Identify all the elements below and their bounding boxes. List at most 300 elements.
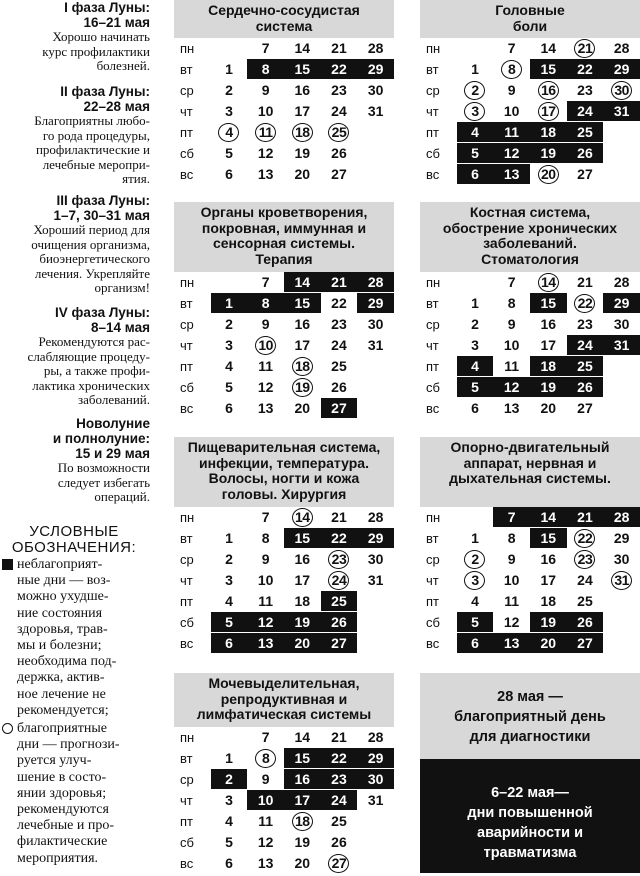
weekday-label: пн (180, 274, 195, 290)
calendar-day (284, 507, 321, 527)
phase-4 (0, 305, 150, 408)
calendar-day (247, 612, 284, 632)
day-number: 20 (294, 635, 311, 651)
calendar-day (357, 853, 394, 873)
calendar-day (603, 101, 640, 121)
weekday-label: сб (180, 614, 194, 630)
calendar-day (321, 727, 358, 747)
calendar-day (567, 293, 604, 313)
calendar-day (247, 853, 284, 873)
weekday-label: вт (180, 750, 193, 766)
phase-1-head: I фаза Луны: 16–21 мая (64, 0, 150, 30)
calendar-day (530, 398, 567, 418)
calendar-row (420, 633, 640, 654)
weekday-label: чт (426, 572, 439, 588)
weekday-label: чт (180, 103, 193, 119)
calendar-row (174, 293, 394, 314)
day-number: 2 (225, 551, 233, 567)
calendar-day (493, 143, 530, 163)
calendar-row (420, 377, 640, 398)
calendar-grid (174, 727, 394, 874)
day-number: 12 (257, 614, 274, 630)
day-number: 2 (225, 82, 233, 98)
phase-3 (0, 193, 150, 296)
calendar-day (603, 549, 640, 569)
calendar-row (174, 38, 394, 59)
day-number: 13 (257, 855, 274, 871)
calendar-day (284, 101, 321, 121)
day-number: 31 (367, 792, 384, 808)
calendar-day (284, 748, 321, 768)
calendar-day (284, 293, 321, 313)
calendar-day (321, 853, 358, 873)
calendar-row (174, 528, 394, 549)
calendar-day (457, 80, 494, 100)
weekday-label: чт (180, 572, 193, 588)
day-number: 18 (540, 593, 557, 609)
day-number: 6 (471, 166, 479, 182)
calendar-row (420, 507, 640, 528)
weekday-label: пт (180, 124, 193, 140)
day-number: 20 (294, 855, 311, 871)
calendar-row (174, 272, 394, 293)
calendar-day (321, 38, 358, 58)
calendar-day (211, 122, 248, 142)
day-number: 17 (294, 792, 311, 808)
calendar-row (420, 612, 640, 633)
day-number: 2 (225, 316, 233, 332)
calendar-day (493, 80, 530, 100)
calendar-day (321, 811, 358, 831)
calendar-day (321, 748, 358, 768)
day-number: 19 (294, 145, 311, 161)
legend-unfavorable (0, 557, 150, 719)
calendar-day (530, 633, 567, 653)
day-number: 9 (507, 316, 516, 332)
panel-title: Мочевыделительная, репродуктивная и лимфатическая системы (174, 673, 394, 727)
calendar-day (357, 335, 394, 355)
calendar-day (603, 377, 640, 397)
calendar-row (174, 335, 394, 356)
day-number: 8 (261, 295, 270, 311)
day-number: 19 (294, 614, 311, 630)
day-number: 21 (574, 39, 595, 58)
day-number: 6 (225, 166, 233, 182)
day-number: 15 (540, 530, 557, 546)
calendar-row (420, 335, 640, 356)
calendar-day (211, 101, 248, 121)
calendar-day (603, 122, 640, 142)
calendar-row (174, 769, 394, 790)
calendar-day (567, 80, 604, 100)
calendar-day (567, 398, 604, 418)
info-box (420, 673, 640, 873)
day-number: 7 (507, 509, 516, 525)
day-number: 22 (331, 750, 347, 766)
weekday-label: вс (426, 166, 440, 182)
day-number: 28 (613, 274, 630, 290)
calendar-day (530, 122, 567, 142)
calendar-day (247, 293, 284, 313)
day-number: 12 (503, 379, 520, 395)
calendar-day (567, 356, 604, 376)
calendar-day (493, 272, 530, 292)
calendar-day (284, 612, 321, 632)
calendar-row (174, 356, 394, 377)
day-number: 11 (504, 124, 520, 140)
day-number: 6 (471, 400, 479, 416)
calendar-day (530, 612, 567, 632)
calendar-day (603, 612, 640, 632)
calendar-row (420, 398, 640, 419)
calendar-row (174, 398, 394, 419)
calendar-row (174, 80, 394, 101)
calendar-day (357, 143, 394, 163)
day-number: 3 (225, 103, 233, 119)
day-number: 30 (613, 316, 630, 332)
day-number: 29 (367, 61, 384, 77)
calendar-day (567, 633, 604, 653)
day-number: 21 (577, 509, 593, 525)
day-number: 17 (538, 102, 559, 121)
calendar-day (284, 335, 321, 355)
day-number: 30 (367, 316, 384, 332)
day-number: 26 (331, 834, 347, 850)
day-number: 18 (292, 357, 313, 376)
calendar-day (567, 101, 604, 121)
calendar-day (284, 727, 321, 747)
day-number: 25 (331, 813, 347, 829)
calendar-day (247, 38, 284, 58)
day-number: 16 (540, 316, 557, 332)
weekday-label: вт (180, 61, 193, 77)
calendar-day (457, 59, 494, 79)
day-number: 6 (471, 635, 479, 651)
calendar-day (567, 528, 604, 548)
day-number: 24 (331, 337, 347, 353)
calendar-day (211, 272, 248, 292)
day-number: 22 (331, 295, 347, 311)
calendar-day (567, 122, 604, 142)
calendar-day (284, 398, 321, 418)
day-number: 24 (577, 572, 593, 588)
calendar-day (247, 811, 284, 831)
weekday-label: сб (180, 379, 194, 395)
calendar-grid (174, 272, 394, 419)
panel-title: Головные боли (420, 0, 640, 38)
day-number: 11 (504, 593, 520, 609)
calendar-day (284, 356, 321, 376)
calendar-day (247, 528, 284, 548)
day-number: 26 (577, 614, 593, 630)
calendar-day (530, 101, 567, 121)
calendar-day (321, 101, 358, 121)
day-number: 3 (225, 792, 233, 808)
weekday-label: пн (180, 729, 195, 745)
calendar-day (284, 122, 321, 142)
day-number: 31 (611, 571, 632, 590)
day-number: 4 (225, 358, 233, 374)
calendar-day (457, 633, 494, 653)
day-number: 23 (328, 550, 349, 569)
day-number: 8 (507, 295, 516, 311)
calendar-day (247, 832, 284, 852)
panel-cardio (174, 0, 394, 185)
calendar-day (211, 549, 248, 569)
day-number: 23 (331, 316, 347, 332)
calendar-day (457, 314, 494, 334)
calendar-row (174, 122, 394, 143)
day-number: 18 (540, 124, 557, 140)
day-number: 14 (540, 40, 557, 56)
calendar-day (211, 769, 248, 789)
calendar-day (211, 570, 248, 590)
weekday-label: пт (180, 593, 193, 609)
day-number: 5 (225, 834, 233, 850)
calendar-day (530, 528, 567, 548)
day-number: 7 (261, 729, 270, 745)
day-number: 4 (218, 123, 239, 142)
calendar-row (174, 612, 394, 633)
calendar-day (357, 59, 394, 79)
day-number: 22 (331, 530, 347, 546)
weekday-label: ср (426, 316, 440, 332)
day-number: 23 (331, 82, 347, 98)
calendar-day (530, 59, 567, 79)
day-number: 27 (331, 635, 347, 651)
day-number: 7 (261, 509, 270, 525)
calendar-day (247, 272, 284, 292)
day-number: 20 (540, 635, 557, 651)
calendar-day (357, 612, 394, 632)
day-number: 3 (225, 337, 233, 353)
calendar-day (457, 143, 494, 163)
calendar-day (211, 314, 248, 334)
calendar-day (567, 335, 604, 355)
weekday-label: сб (180, 834, 194, 850)
calendar-day (530, 80, 567, 100)
calendar-day (457, 528, 494, 548)
day-number: 21 (331, 509, 347, 525)
day-number: 24 (331, 792, 347, 808)
day-number: 9 (261, 551, 270, 567)
panel-bones (420, 202, 640, 419)
day-number: 25 (331, 593, 347, 609)
day-number: 10 (257, 103, 274, 119)
day-number: 20 (294, 166, 311, 182)
calendar-day (321, 507, 358, 527)
day-number: 1 (471, 61, 479, 77)
calendar-day (530, 38, 567, 58)
phase-1-text: Хорошо начинать курс профилактики болезней. (42, 29, 150, 73)
day-number: 24 (577, 337, 593, 353)
calendar-day (211, 335, 248, 355)
day-number: 1 (225, 750, 233, 766)
calendar-day (457, 335, 494, 355)
calendar-day (457, 38, 494, 58)
day-number: 27 (577, 166, 593, 182)
calendar-day (603, 356, 640, 376)
calendar-grid (420, 272, 640, 419)
calendar-day (284, 38, 321, 58)
phase-2-text: Благоприятны любо- го рода процедуры, профилактические и лечебные меропри- ятия. (34, 113, 150, 186)
day-number: 23 (577, 82, 593, 98)
day-number: 10 (503, 337, 520, 353)
calendar-row (420, 549, 640, 570)
day-number: 1 (225, 61, 233, 77)
day-number: 1 (471, 295, 479, 311)
calendar-day (493, 612, 530, 632)
day-number: 23 (331, 771, 347, 787)
calendar-day (357, 164, 394, 184)
day-number: 3 (464, 102, 485, 121)
phase-3-head: III фаза Луны: 1–7, 30–31 мая (53, 193, 150, 223)
calendar-day (493, 314, 530, 334)
calendar-day (457, 101, 494, 121)
calendar-row (174, 748, 394, 769)
day-number: 21 (331, 40, 347, 56)
day-number: 19 (294, 834, 311, 850)
weekday-label: вс (180, 400, 194, 416)
calendar-day (357, 398, 394, 418)
weekday-label: вт (426, 295, 439, 311)
calendar-day (493, 528, 530, 548)
day-number: 15 (540, 295, 557, 311)
calendar-day (321, 377, 358, 397)
calendar-day (284, 59, 321, 79)
day-number: 7 (261, 274, 270, 290)
calendar-row (174, 377, 394, 398)
calendar-day (530, 377, 567, 397)
calendar-day (603, 507, 640, 527)
day-number: 22 (331, 61, 347, 77)
calendar-day (357, 80, 394, 100)
calendar-day (247, 59, 284, 79)
day-number: 11 (258, 813, 274, 829)
calendar-day (493, 398, 530, 418)
calendar-day (284, 272, 321, 292)
calendar-day (321, 832, 358, 852)
panel-musculo (420, 437, 640, 654)
calendar-day (530, 356, 567, 376)
day-number: 10 (257, 572, 274, 588)
day-number: 30 (367, 551, 384, 567)
calendar-day (567, 143, 604, 163)
day-number: 28 (613, 40, 630, 56)
calendar-row (420, 272, 640, 293)
day-number: 12 (503, 614, 520, 630)
calendar-day (321, 633, 358, 653)
day-number: 17 (294, 337, 311, 353)
calendar-day (357, 790, 394, 810)
day-number: 24 (577, 103, 593, 119)
calendar-day (603, 314, 640, 334)
day-number: 20 (538, 165, 559, 184)
calendar-day (567, 59, 604, 79)
calendar-day (284, 143, 321, 163)
calendar-day (493, 570, 530, 590)
day-number: 31 (613, 103, 630, 119)
calendar-day (211, 293, 248, 313)
calendar-day (357, 101, 394, 121)
calendar-day (321, 314, 358, 334)
day-number: 31 (613, 337, 630, 353)
calendar-day (321, 549, 358, 569)
weekday-label: сб (426, 145, 440, 161)
day-number: 6 (225, 635, 233, 651)
day-number: 13 (503, 166, 520, 182)
day-number: 2 (471, 316, 479, 332)
calendar-day (247, 314, 284, 334)
calendar-day (357, 272, 394, 292)
day-number: 13 (503, 400, 520, 416)
day-number: 28 (367, 274, 384, 290)
day-number: 2 (464, 81, 485, 100)
calendar-day (530, 143, 567, 163)
calendar-day (530, 272, 567, 292)
calendar-day (284, 633, 321, 653)
weekday-label: пт (426, 358, 439, 374)
phase-2-head: II фаза Луны: 22–28 мая (60, 84, 150, 114)
day-number: 1 (225, 295, 233, 311)
calendar-day (357, 748, 394, 768)
calendar-day (493, 507, 530, 527)
calendar-row (174, 832, 394, 853)
day-number: 18 (294, 593, 311, 609)
calendar-day (211, 790, 248, 810)
calendar-day (321, 143, 358, 163)
accident-days-note: 6–22 мая— дни повышенной аварийности и травматизма (420, 759, 640, 873)
phase-4-head: IV фаза Луны: 8–14 мая (55, 305, 150, 335)
day-number: 27 (331, 400, 347, 416)
calendar-day (603, 143, 640, 163)
weekday-label: вт (180, 530, 193, 546)
day-number: 6 (225, 855, 233, 871)
calendar-day (603, 80, 640, 100)
day-number: 12 (503, 145, 520, 161)
day-number: 24 (331, 103, 347, 119)
new-full-moon (0, 416, 150, 505)
day-number: 28 (367, 40, 384, 56)
calendar-day (211, 832, 248, 852)
day-number: 5 (471, 145, 479, 161)
day-number: 16 (294, 551, 311, 567)
day-number: 3 (471, 337, 479, 353)
calendar-grid (174, 38, 394, 185)
calendar-day (567, 272, 604, 292)
calendar-row (174, 591, 394, 612)
day-number: 15 (294, 61, 311, 77)
day-number: 18 (292, 812, 313, 831)
calendar-row (420, 570, 640, 591)
calendar-day (321, 59, 358, 79)
weekday-label: чт (180, 792, 193, 808)
day-number: 29 (367, 295, 384, 311)
calendar-day (211, 59, 248, 79)
calendar-day (357, 528, 394, 548)
calendar-row (420, 80, 640, 101)
day-number: 9 (507, 551, 516, 567)
legend-unfavorable-text: неблагоприят- ные дни — воз- можно ухудше- ние состояния здоровья, трав- мы и болезни; необходима под- держка, актив- ное лечение не рекомендуется; (17, 557, 117, 718)
day-number: 26 (577, 379, 593, 395)
day-number: 26 (331, 145, 347, 161)
calendar-day (357, 356, 394, 376)
day-number: 19 (292, 378, 313, 397)
calendar-day (457, 356, 494, 376)
calendar-grid (420, 38, 640, 185)
calendar-day (457, 507, 494, 527)
calendar-day (211, 612, 248, 632)
